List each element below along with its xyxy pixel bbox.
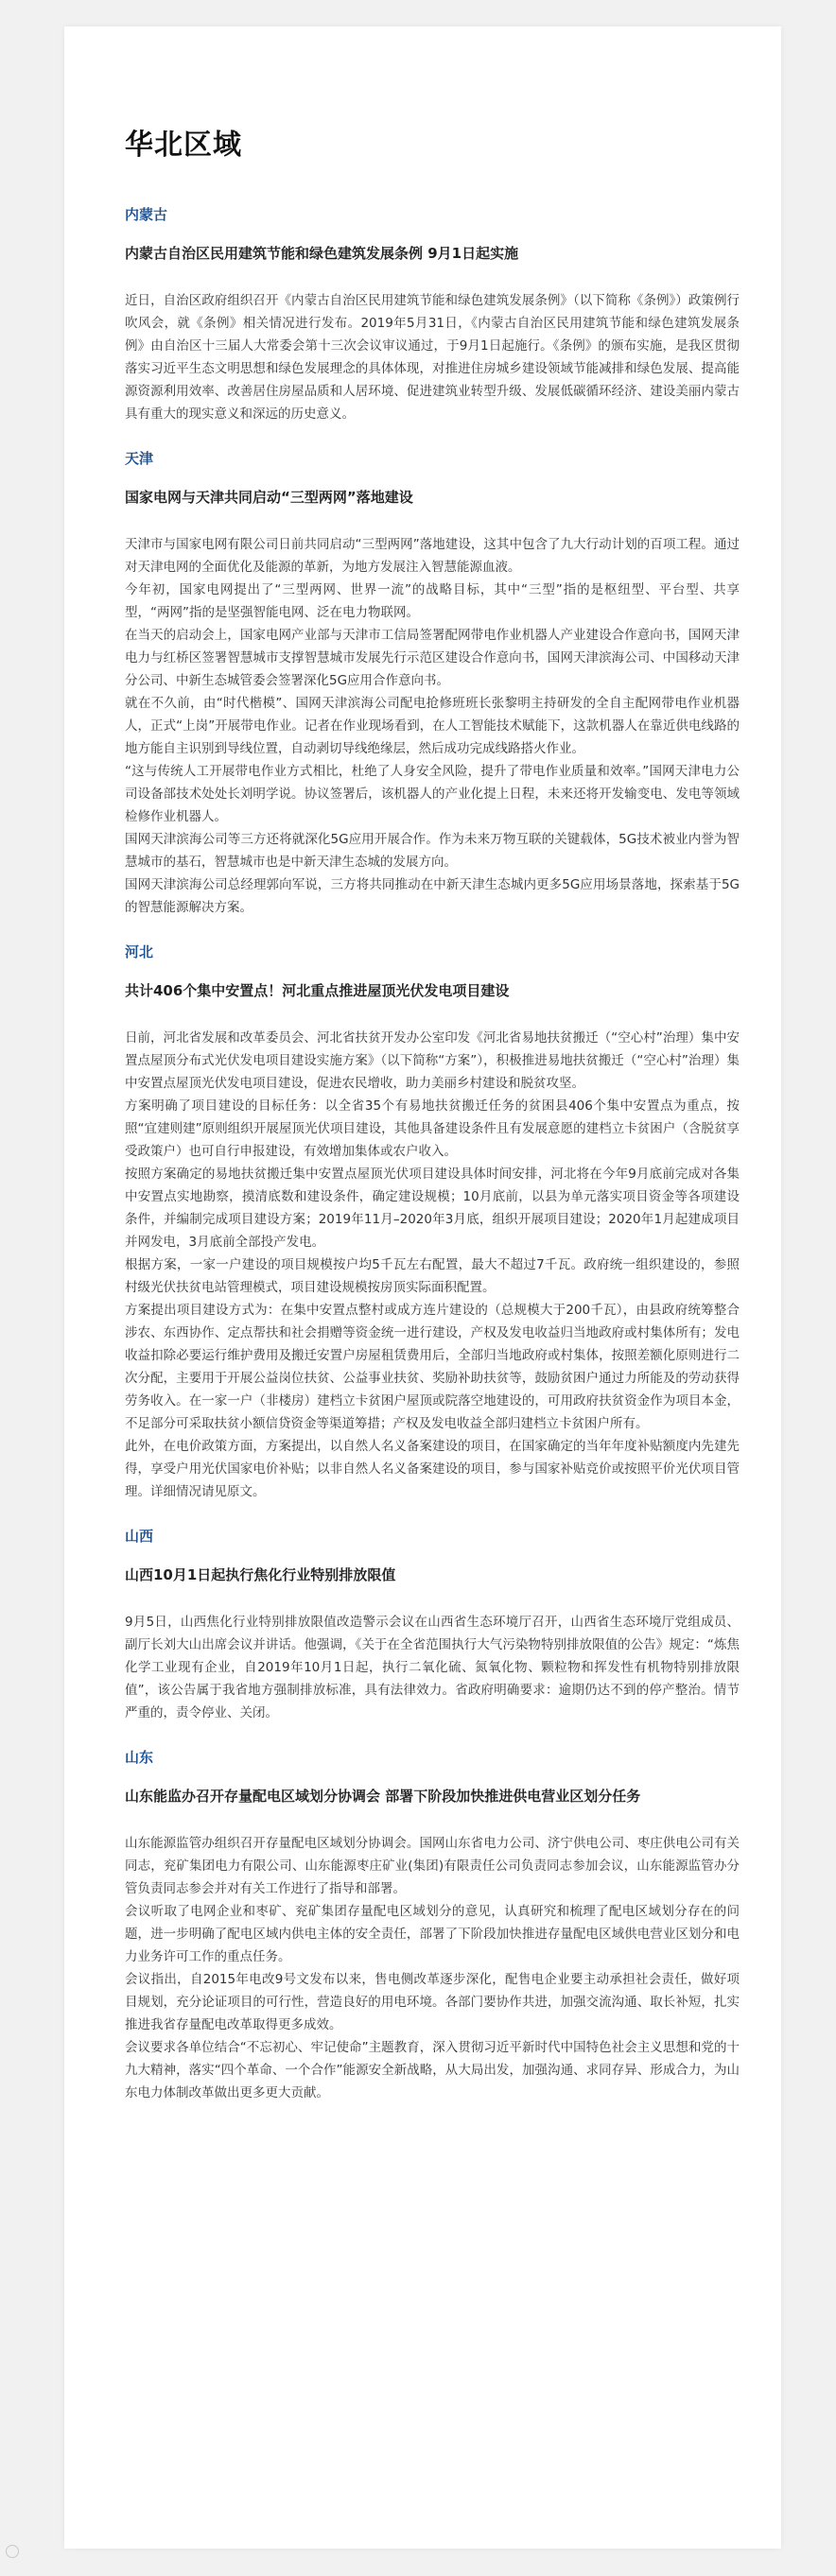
article-section	[125, 1747, 740, 2127]
article-page	[64, 26, 781, 2549]
article-section	[125, 448, 740, 942]
article-paragraph: 9月5日，山西焦化行业特别排放限值改造警示会议在山西省生态环境厅召开，山西省生态环境厅党组成员、副厅长刘大山出席会议并讲话。他强调，《关于在全省范围执行大气污染物特别排放限值的公告》规定：“炼焦化学工业现有企业，自2019年10月1日起，执行二氧化硫、氮氧化物、颗粒物和挥发性有机物特别排放限值”，该公告属于我省地方强制排放标准，具有法律效力。省政府明确要求：逾期仍达不到的停产整治。情节严重的，责令停业、关闭。	[125, 1615, 740, 1720]
article-paragraph: 国网天津滨海公司等三方还将就深化5G应用开展合作。作为未来万物互联的关键载体，5G技术被业内誉为智慧城市的基石，智慧城市也是中新天津生态城的发展方向。	[125, 832, 740, 870]
watermark-mark-icon	[6, 2545, 19, 2558]
article-paragraph: 山东能源监管办组织召开存量配电区域划分协调会。国网山东省电力公司、济宁供电公司、枣庄供电公司有关同志，兖矿集团电力有限公司、山东能源枣庄矿业(集团)有限责任公司负责同志参加会议，山东能源监管办分管负责同志参会并对有关工作进行了指导和部署。	[125, 1836, 740, 1896]
article-body	[125, 204, 740, 2127]
article-paragraph: 根据方案，一家一户建设的项目规模按户均5千瓦左右配置，最大不超过7千瓦。政府统一组织建设的，参照村级光伏扶贫电站管理模式，项目建设规模按房顶实际面积配置。	[125, 1257, 740, 1295]
article-paragraph: 就在不久前，由“时代楷模”、国网天津滨海公司配电抢修班班长张黎明主持研发的全自主配网带电作业机器人，正式“上岗”开展带电作业。记者在作业现场看到，在人工智能技术赋能下，这款机器人在靠近供电线路的地方能自主识别到导线位置，自动剥切导线绝缘层，然后成功完成线路搭火作业。	[125, 696, 740, 756]
section-spacer	[125, 919, 740, 942]
article-paragraph: 方案明确了项目建设的目标任务：以全省35个有易地扶贫搬迁任务的贫困县406个集中安置点为重点，按照“宜建则建”原则组织开展屋顶光伏项目建设，其他具备建设条件且有发展意愿的建档立卡贫困户（含脱贫享受政策户）也可自行申报建设，有效增加集体或农户收入。	[125, 1098, 740, 1159]
region-heading: 内蒙古	[125, 206, 168, 223]
article-paragraph: 近日，自治区政府组织召开《内蒙古自治区民用建筑节能和绿色建筑发展条例》（以下简称《条例》）政策例行吹风会，就《条例》相关情况进行发布。2019年5月31日，《内蒙古自治区民用建筑节能和绿色建筑发展条例》由自治区十三届人大常委会第十三次会议审议通过，于9月1日起施行。《条例》的颁布实施，是我区贯彻落实习近平生态文明思想和绿色发展理念的具体体现，对推进住房城乡建设领域节能减排和绿色发展、提高能源资源利用效率、改善居住房屋品质和人居环境、促进建筑业转型升级、发展低碳循环经济、建设美丽内蒙古具有重大的现实意义和深远的历史意义。	[125, 293, 740, 422]
region-heading: 河北	[125, 943, 154, 960]
article-section	[125, 942, 740, 1526]
article-paragraph: 按照方案确定的易地扶贫搬迁集中安置点屋顶光伏项目建设具体时间安排，河北将在今年9月底前完成对各集中安置点实地勘察，摸清底数和建设条件，确定建设规模；10月底前，以县为单元落实项目资金等各项建设条件，并编制完成项目建设方案；2019年11月–2020年3月底，组织开展项目建设；2020年1月起建成项目并网发电，3月底前全部投产发电。	[125, 1167, 740, 1250]
article-paragraph: 会议听取了电网企业和枣矿、兖矿集团存量配电区域划分的意见，认真研究和梳理了配电区域划分存在的问题，进一步明确了配电区域内供电主体的安全责任，部署了下阶段加快推进存量配电区域供电营业区划分和电力业务许可工作的重点任务。	[125, 1904, 740, 1964]
article-paragraph: 此外，在电价政策方面，方案提出，以自然人名义备案建设的项目，在国家确定的当年年度补贴额度内先建先得，享受户用光伏国家电价补贴；以非自然人名义备案建设的项目，参与国家补贴竞价或按照平价光伏项目管理。详细情况请见原文。	[125, 1439, 740, 1499]
article-section	[125, 204, 740, 448]
article-section	[125, 1526, 740, 1747]
section-spacer	[125, 2104, 740, 2127]
article-paragraph: 今年初，国家电网提出了“三型两网、世界一流”的战略目标，其中“三型”指的是枢纽型、平台型、共享型，“两网”指的是坚强智能电网、泛在电力物联网。	[125, 582, 740, 620]
watermark-logo	[6, 2545, 19, 2558]
section-spacer	[125, 1503, 740, 1526]
article-paragraph: 会议要求各单位结合“不忘初心、牢记使命”主题教育，深入贯彻习近平新时代中国特色社会主义思想和党的十九大精神，落实“四个革命、一个合作”能源安全新战略，从大局出发，加强沟通、求同存异、形成合力，为山东电力体制改革做出更多更大贡献。	[125, 2040, 740, 2101]
article-paragraph: 国网天津滨海公司总经理郭向军说，三方将共同推动在中新天津生态城内更多5G应用场景落地，探索基于5G的智慧能源解决方案。	[125, 877, 740, 915]
article-headline: 共计406个集中安置点！河北重点推进屋顶光伏发电项目建设	[125, 982, 510, 999]
section-spacer	[125, 425, 740, 448]
article-paragraph: “这与传统人工开展带电作业方式相比，杜绝了人身安全风险，提升了带电作业质量和效率。”国网天津电力公司设备部技术处处长刘明学说。协议签署后，该机器人的产业化提上日程，未来还将开发输变电、发电等领域检修作业机器人。	[125, 764, 740, 824]
article-paragraph: 会议指出，自2015年电改9号文发布以来，售电侧改革逐步深化，配售电企业要主动承担社会责任，做好项目规划，充分论证项目的可行性，营造良好的用电环境。各部门要协作共进，加强交流沟通、取长补短，扎实推进我省存量配电改革取得更多成效。	[125, 1972, 740, 2032]
region-heading: 山西	[125, 1528, 154, 1545]
article-headline: 山西10月1日起执行焦化行业特别排放限值	[125, 1566, 396, 1583]
article-headline: 内蒙古自治区民用建筑节能和绿色建筑发展条例 9月1日起实施	[125, 245, 519, 262]
region-heading: 山东	[125, 1749, 154, 1766]
section-spacer	[125, 1724, 740, 1747]
article-paragraph: 天津市与国家电网有限公司日前共同启动“三型两网”落地建设，这其中包含了九大行动计划的百项工程。通过对天津电网的全面优化及能源的革新，为地方发展注入智慧能源血液。	[125, 537, 740, 575]
page-title: 华北区域	[125, 129, 242, 162]
article-paragraph: 方案提出项目建设方式为：在集中安置点整村或成方连片建设的（总规模大于200千瓦），由县政府统筹整合涉农、东西协作、定点帮扶和社会捐赠等资金统一进行建设，产权及发电收益归当地政府或村集体所有；发电收益扣除必要运行维护费用及搬迁安置户房屋租赁费用后，全部归当地政府或村集体，按照差额化原则进行二次分配，主要用于开展公益岗位扶贫、公益事业扶贫、奖励补助扶贫等，鼓励贫困户通过力所能及的劳动获得劳务收入。在一家一户（非楼房）建档立卡贫困户屋顶或院落空地建设的，可用政府扶贫资金作为项目本金，不足部分可采取扶贫小额信贷资金等渠道筹措；产权及发电收益全部归建档立卡贫困户所有。	[125, 1303, 740, 1431]
article-headline: 国家电网与天津共同启动“三型两网”落地建设	[125, 489, 413, 506]
article-paragraph: 在当天的启动会上，国家电网产业部与天津市工信局签署配网带电作业机器人产业建设合作意向书，国网天津电力与红桥区签署智慧城市支撑智慧城市发展先行示范区建设合作意向书，国网天津滨海公司、中国移动天津分公司、中新生态城管委会签署深化5G应用合作意向书。	[125, 628, 740, 688]
article-headline: 山东能监办召开存量配电区域划分协调会 部署下阶段加快推进供电营业区划分任务	[125, 1788, 641, 1805]
article-paragraph: 日前，河北省发展和改革委员会、河北省扶贫开发办公室印发《河北省易地扶贫搬迁（“空心村”治理）集中安置点屋顶分布式光伏发电项目建设实施方案》（以下简称“方案”），积极推进易地扶贫搬迁（“空心村”治理）集中安置点屋顶光伏发电项目建设，促进农民增收，助力美丽乡村建设和脱贫攻坚。	[125, 1030, 740, 1091]
region-heading: 天津	[125, 450, 154, 467]
